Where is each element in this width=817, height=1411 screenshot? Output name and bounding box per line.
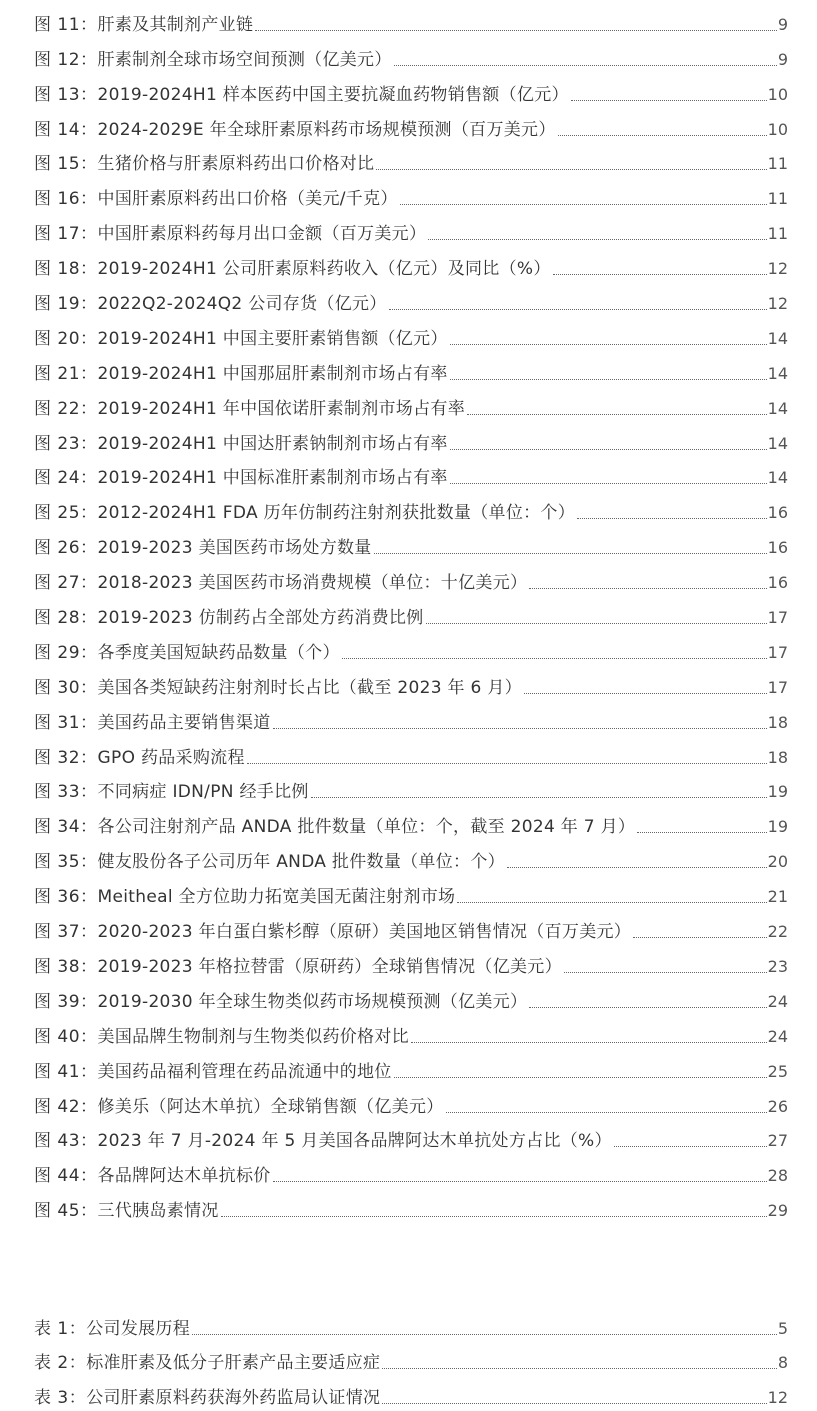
dot-leader <box>457 902 766 903</box>
figure-title: 各品牌阿达木单抗标价 <box>97 1166 271 1187</box>
dot-leader <box>374 553 767 554</box>
figure-title: 修美乐（阿达木单抗）全球销售额（亿美元） <box>97 1096 444 1117</box>
figure-title: 美国药品福利管理在药品流通中的地位 <box>97 1061 392 1082</box>
figure-page-number: 28 <box>767 1166 788 1186</box>
dot-leader <box>192 1334 777 1335</box>
figure-page-number: 14 <box>767 363 788 383</box>
figure-page-number: 19 <box>767 782 788 802</box>
figure-page-number: 27 <box>767 1131 788 1151</box>
figure-title: Meitheal 全方位助力拓宽美国无菌注射剂市场 <box>97 887 456 908</box>
dot-leader <box>633 937 767 938</box>
figure-label: 图 25： <box>34 503 98 524</box>
table-title: 公司肝素原料药获海外药监局认证情况 <box>86 1387 381 1408</box>
figure-entry[interactable] <box>34 802 788 837</box>
dot-leader <box>467 414 767 415</box>
figure-entry[interactable] <box>34 698 788 733</box>
dot-leader <box>426 623 767 624</box>
dot-leader <box>394 1077 767 1078</box>
figure-page-number: 14 <box>767 328 788 348</box>
dot-leader <box>273 1181 767 1182</box>
figure-page-number: 16 <box>767 538 788 558</box>
figure-page-number: 12 <box>767 259 788 279</box>
figure-entry[interactable] <box>34 1117 788 1152</box>
dot-leader <box>428 239 766 240</box>
dot-leader <box>507 867 767 868</box>
figure-label: 图 32： <box>34 747 98 768</box>
figure-title: 2019-2023 年格拉替雷（原研药）全球销售情况（亿美元） <box>97 956 562 977</box>
figure-title: 2023 年 7 月-2024 年 5 月美国各品牌阿达木单抗处方占比（%） <box>97 1131 612 1152</box>
figure-entry[interactable] <box>34 593 788 628</box>
figure-label: 图 30： <box>34 677 98 698</box>
figure-entry[interactable] <box>34 1151 788 1186</box>
dot-leader <box>529 588 766 589</box>
figure-label: 图 22： <box>34 398 98 419</box>
figure-label: 图 44： <box>34 1166 98 1187</box>
dot-leader <box>450 449 767 450</box>
figure-entry[interactable] <box>34 733 788 768</box>
dot-leader <box>558 135 767 136</box>
figure-entry[interactable] <box>34 244 788 279</box>
figure-label: 图 42： <box>34 1096 98 1117</box>
dot-leader <box>255 30 777 31</box>
figure-entry[interactable] <box>34 768 788 803</box>
figure-label: 图 11： <box>34 14 98 35</box>
figure-label: 图 16： <box>34 189 98 210</box>
figure-page-number: 10 <box>767 84 788 104</box>
figure-page-number: 18 <box>767 747 788 767</box>
dot-leader <box>247 763 767 764</box>
figure-label: 图 43： <box>34 1131 98 1152</box>
figure-entry[interactable] <box>34 907 788 942</box>
figure-title: 各季度美国短缺药品数量（个） <box>97 642 340 663</box>
figure-entry[interactable] <box>34 1012 788 1047</box>
figure-page-number: 19 <box>767 817 788 837</box>
dot-leader <box>450 379 767 380</box>
dot-leader <box>553 274 767 275</box>
figure-page-number: 24 <box>767 991 788 1011</box>
table-entry[interactable] <box>34 1304 788 1339</box>
figure-label: 图 18： <box>34 259 98 280</box>
figure-page-number: 26 <box>767 1096 788 1116</box>
figure-page-number: 20 <box>767 852 788 872</box>
figure-title: 中国肝素原料药出口价格（美元/千克） <box>97 189 398 210</box>
figure-title: 2019-2024H1 中国达肝素钠制剂市场占有率 <box>97 433 448 454</box>
figure-entry[interactable] <box>34 1186 788 1221</box>
figure-title: 三代胰岛素情况 <box>97 1201 219 1222</box>
dot-leader <box>376 169 766 170</box>
table-index-list <box>34 1304 788 1408</box>
figure-title: 肝素制剂全球市场空间预测（亿美元） <box>97 49 392 70</box>
figure-entry[interactable] <box>34 314 788 349</box>
figure-title: 美国药品主要销售渠道 <box>97 712 271 733</box>
figure-label: 图 15： <box>34 154 98 175</box>
table-page-number: 12 <box>767 1387 788 1407</box>
figure-label: 图 36： <box>34 887 98 908</box>
figure-label: 图 23： <box>34 433 98 454</box>
dot-leader <box>411 1042 767 1043</box>
figure-title: 2019-2023 仿制药占全部处方药消费比例 <box>97 608 424 629</box>
figure-page-number: 16 <box>767 503 788 523</box>
table-title: 公司发展历程 <box>86 1318 191 1339</box>
figure-page-number: 14 <box>767 398 788 418</box>
dot-leader <box>524 693 767 694</box>
figure-entry[interactable] <box>34 384 788 419</box>
figure-title: 2019-2024H1 年中国依诺肝素制剂市场占有率 <box>97 398 466 419</box>
figure-title: 肝素及其制剂产业链 <box>97 14 254 35</box>
dot-leader <box>221 1216 767 1217</box>
figure-entry[interactable] <box>34 279 788 314</box>
figure-entry[interactable] <box>34 140 788 175</box>
figure-entry[interactable] <box>34 1082 788 1117</box>
figure-label: 图 33： <box>34 782 98 803</box>
figure-entry[interactable] <box>34 977 788 1012</box>
dot-leader <box>394 65 777 66</box>
figure-entry[interactable] <box>34 349 788 384</box>
figure-entry[interactable] <box>34 70 788 105</box>
figure-index-list <box>34 0 788 1221</box>
figure-page-number: 29 <box>767 1201 788 1221</box>
figure-label: 图 19： <box>34 294 98 315</box>
figure-page-number: 23 <box>767 956 788 976</box>
dot-leader <box>564 972 767 973</box>
table-page-number: 5 <box>777 1318 788 1338</box>
figure-entry[interactable] <box>34 488 788 523</box>
figure-label: 图 41： <box>34 1061 98 1082</box>
figure-label: 图 35： <box>34 852 98 873</box>
figure-label: 图 45： <box>34 1201 98 1222</box>
figure-entry[interactable] <box>34 837 788 872</box>
figure-page-number: 14 <box>767 468 788 488</box>
figure-title: 2019-2030 年全球生物类似药市场规模预测（亿美元） <box>97 991 528 1012</box>
figure-entry[interactable] <box>34 35 788 70</box>
figure-title: 不同病症 IDN/PN 经手比例 <box>97 782 309 803</box>
figure-title: 生猪价格与肝素原料药出口价格对比 <box>97 154 375 175</box>
figure-entry[interactable] <box>34 523 788 558</box>
figure-label: 图 34： <box>34 817 98 838</box>
figure-entry[interactable] <box>34 454 788 489</box>
table-label: 表 1： <box>34 1318 87 1339</box>
figure-title: 2019-2023 美国医药市场处方数量 <box>97 538 372 559</box>
figure-page-number: 25 <box>767 1061 788 1081</box>
figure-title: 2019-2024H1 中国那屈肝素制剂市场占有率 <box>97 363 448 384</box>
figure-page-number: 9 <box>777 14 788 34</box>
figure-page-number: 11 <box>767 224 788 244</box>
figure-page-number: 14 <box>767 433 788 453</box>
figure-label: 图 38： <box>34 956 98 977</box>
figure-label: 图 27： <box>34 573 98 594</box>
dot-leader <box>571 100 767 101</box>
figure-title: 2024-2029E 年全球肝素原料药市场规模预测（百万美元） <box>97 119 556 140</box>
figure-title: 2012-2024H1 FDA 历年仿制药注射剂获批数量（单位：个） <box>97 503 576 524</box>
figure-title: 美国品牌生物制剂与生物类似药价格对比 <box>97 1026 409 1047</box>
table-entry[interactable] <box>34 1373 788 1408</box>
figure-page-number: 12 <box>767 294 788 314</box>
figure-entry[interactable] <box>34 105 788 140</box>
figure-label: 图 20： <box>34 328 98 349</box>
dot-leader <box>450 483 767 484</box>
figure-page-number: 10 <box>767 119 788 139</box>
figure-page-number: 11 <box>767 154 788 174</box>
figure-label: 图 12： <box>34 49 98 70</box>
table-label: 表 2： <box>34 1353 87 1373</box>
figure-title: 美国各类短缺药注射剂时长占比（截至 2023 年 6 月） <box>97 677 522 698</box>
figure-page-number: 9 <box>777 49 788 69</box>
figure-label: 图 24： <box>34 468 98 489</box>
dot-leader <box>450 344 767 345</box>
figure-entry[interactable] <box>34 209 788 244</box>
figure-title: 健友股份各子公司历年 ANDA 批件数量（单位：个） <box>97 852 505 873</box>
figure-label: 图 26： <box>34 538 98 559</box>
figure-entry[interactable] <box>34 419 788 454</box>
figure-entry[interactable] <box>34 872 788 907</box>
dot-leader <box>529 1007 766 1008</box>
figure-label: 图 17： <box>34 224 98 245</box>
dot-leader <box>637 832 766 833</box>
figure-entry[interactable] <box>34 0 788 35</box>
figure-entry[interactable] <box>34 1047 788 1082</box>
figure-entry[interactable] <box>34 942 788 977</box>
figure-title: GPO 药品采购流程 <box>97 747 245 768</box>
dot-leader <box>382 1368 776 1369</box>
figure-label: 图 21： <box>34 363 98 384</box>
table-title: 标准肝素及低分子肝素产品主要适应症 <box>86 1353 381 1373</box>
figure-page-number: 24 <box>767 1026 788 1046</box>
figure-entry[interactable] <box>34 174 788 209</box>
dot-leader <box>614 1146 767 1147</box>
figure-label: 图 40： <box>34 1026 98 1047</box>
dot-leader <box>446 1112 767 1113</box>
dot-leader <box>342 658 767 659</box>
dot-leader <box>273 728 767 729</box>
dot-leader <box>389 309 767 310</box>
table-page-number: 8 <box>777 1353 788 1372</box>
figure-title: 2019-2024H1 公司肝素原料药收入（亿元）及同比（%） <box>97 259 551 280</box>
figure-page-number: 16 <box>767 573 788 593</box>
figure-entry[interactable] <box>34 558 788 593</box>
table-entry[interactable] <box>34 1339 788 1374</box>
figure-page-number: 11 <box>767 189 788 209</box>
figure-entry[interactable] <box>34 628 788 663</box>
figure-entry[interactable] <box>34 663 788 698</box>
dot-leader <box>382 1403 766 1404</box>
figure-label: 图 14： <box>34 119 98 140</box>
figure-label: 图 13： <box>34 84 98 105</box>
figure-page-number: 18 <box>767 712 788 732</box>
figure-label: 图 28： <box>34 608 98 629</box>
dot-leader <box>400 204 767 205</box>
figure-page-number: 21 <box>767 887 788 907</box>
figure-title: 各公司注射剂产品 ANDA 批件数量（单位：个，截至 2024 年 7 月） <box>97 817 636 838</box>
figure-title: 2020-2023 年白蛋白紫杉醇（原研）美国地区销售情况（百万美元） <box>97 922 632 943</box>
figure-page-number: 17 <box>767 677 788 697</box>
figure-title: 2019-2024H1 样本医药中国主要抗凝血药物销售额（亿元） <box>97 84 569 105</box>
figure-title: 2019-2024H1 中国主要肝素销售额（亿元） <box>97 328 448 349</box>
dot-leader <box>577 518 767 519</box>
figure-label: 图 31： <box>34 712 98 733</box>
figure-title: 中国肝素原料药每月出口金额（百万美元） <box>97 224 427 245</box>
figure-label: 图 37： <box>34 922 98 943</box>
figure-page-number: 22 <box>767 922 788 942</box>
figure-title: 2019-2024H1 中国标准肝素制剂市场占有率 <box>97 468 448 489</box>
figure-label: 图 29： <box>34 642 98 663</box>
figure-title: 2018-2023 美国医药市场消费规模（单位：十亿美元） <box>97 573 528 594</box>
table-label: 表 3： <box>34 1387 87 1408</box>
figure-page-number: 17 <box>767 608 788 628</box>
figure-page-number: 17 <box>767 642 788 662</box>
figure-title: 2022Q2-2024Q2 公司存货（亿元） <box>97 294 387 315</box>
figure-label: 图 39： <box>34 991 98 1012</box>
dot-leader <box>311 797 767 798</box>
